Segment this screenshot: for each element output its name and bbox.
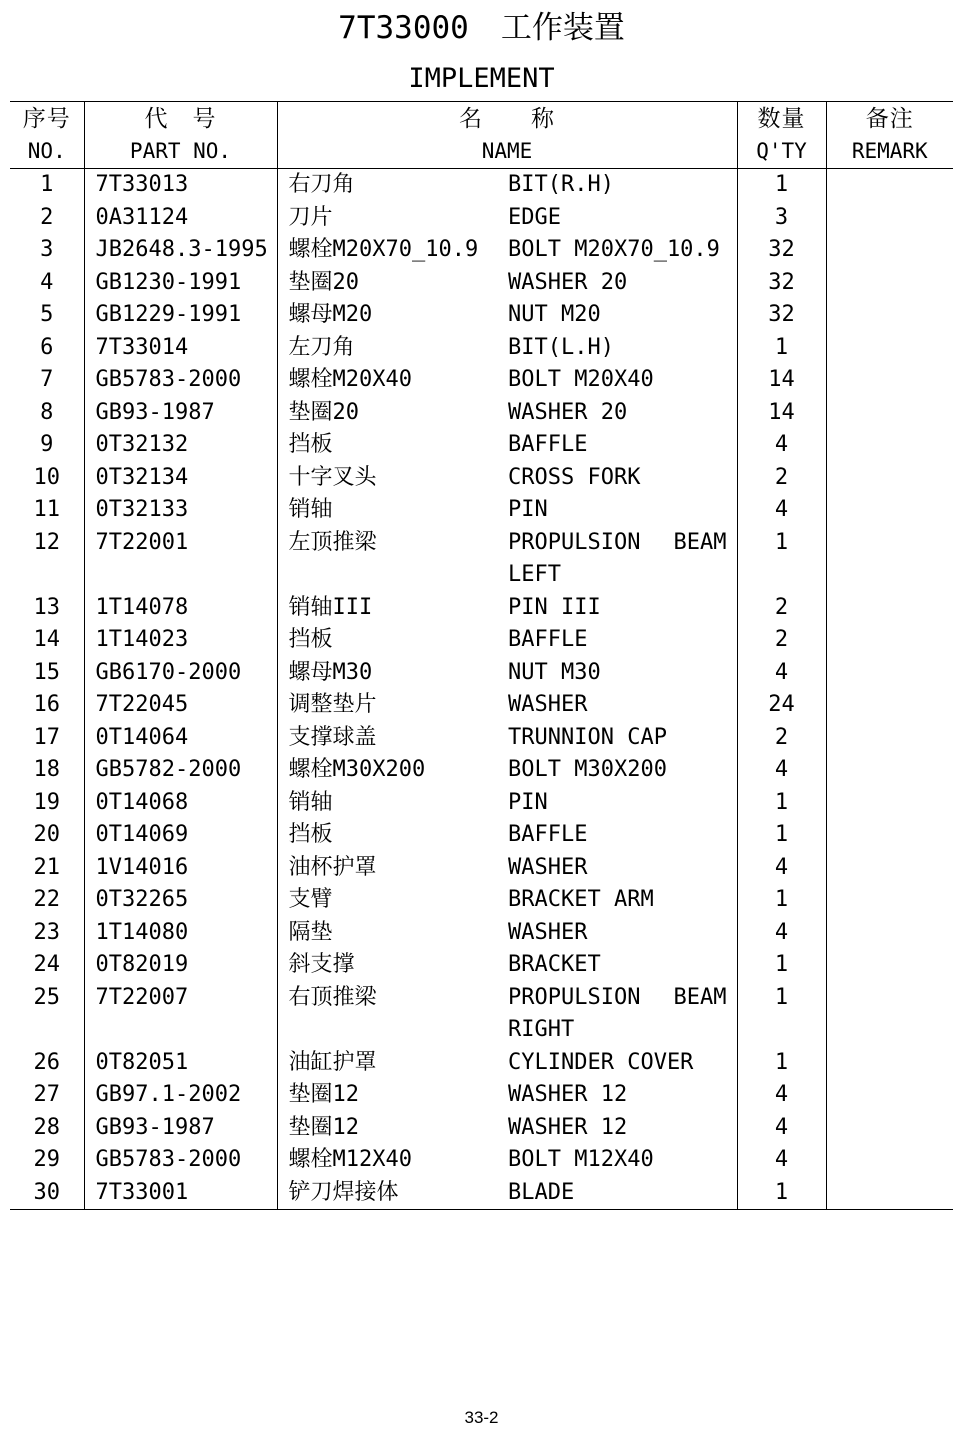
part-name-en: WASHER 20: [498, 267, 737, 300]
quantity: 14: [737, 397, 826, 430]
table-row: [10, 299, 953, 332]
row-number: 11: [10, 494, 84, 527]
row-number: 20: [10, 819, 84, 852]
table-row: [10, 592, 953, 625]
part-number: GB6170-2000: [84, 657, 277, 690]
remark: [826, 1177, 953, 1210]
part-name-en: BAFFLE: [498, 819, 737, 852]
part-number: 0T82019: [84, 949, 277, 982]
header-part-en: PART NO.: [129, 139, 232, 163]
row-number: 17: [10, 722, 84, 755]
quantity: 1: [737, 1047, 826, 1080]
header-qty: [737, 102, 826, 169]
row-number: 26: [10, 1047, 84, 1080]
part-name-en-word: BEAM: [673, 529, 727, 555]
part-name-zh: 支臂: [288, 887, 333, 912]
part-name-en-word: RIGHT: [508, 1017, 575, 1042]
document-title-english: IMPLEMENT: [408, 63, 555, 94]
table-row: [10, 1047, 953, 1080]
part-name-zh: 垫圈12: [288, 1082, 359, 1107]
part-number: 0T32265: [84, 884, 277, 917]
part-number: 0T32132: [84, 429, 277, 462]
part-number: 0T32133: [84, 494, 277, 527]
row-number: 15: [10, 657, 84, 690]
quantity: 4: [737, 754, 826, 787]
quantity: 2: [737, 624, 826, 657]
part-name-zh: 十字叉头: [288, 464, 377, 490]
part-name-zh: 垫圈20: [288, 399, 359, 425]
table-row: [10, 1112, 953, 1145]
part-number: 7T33001: [84, 1177, 277, 1210]
part-name-en: BOLT M30X200: [498, 754, 737, 787]
remark: [826, 202, 953, 235]
remark: [826, 267, 953, 300]
header-part-no: [84, 102, 277, 169]
quantity: 4: [737, 429, 826, 462]
part-name-en: BOLT M12X40: [498, 1144, 737, 1177]
part-number: GB5783-2000: [84, 364, 277, 397]
part-name-zh: 斜支撑: [288, 952, 355, 977]
part-name-en-word: PROPULSION: [508, 529, 641, 555]
remark: [826, 884, 953, 917]
quantity: 4: [737, 657, 826, 690]
row-number: 29: [10, 1144, 84, 1177]
table-row: [10, 267, 953, 300]
remark: [826, 299, 953, 332]
part-name-en: BIT(L.H): [498, 332, 737, 365]
part-name-en: BAFFLE: [498, 624, 737, 657]
quantity: 4: [737, 1144, 826, 1177]
part-name-zh: 螺栓M20X70_10.9: [288, 237, 479, 262]
header-part-zh: 代 号: [144, 106, 217, 132]
part-name-zh: 销轴: [288, 497, 333, 522]
table-row: [10, 689, 953, 722]
quantity: 1: [737, 787, 826, 820]
part-number: 7T33013: [84, 169, 277, 202]
remark: [826, 1047, 953, 1080]
part-name-en: CROSS FORK: [498, 462, 737, 495]
part-number: 1T14080: [84, 917, 277, 950]
table-row: [10, 364, 953, 397]
row-number: 27: [10, 1079, 84, 1112]
table-row: [10, 1079, 953, 1112]
part-name-en: [498, 982, 737, 1047]
header-no-en: NO.: [27, 139, 66, 163]
quantity: 1: [737, 949, 826, 982]
part-name-en: WASHER 12: [498, 1079, 737, 1112]
remark: [826, 949, 953, 982]
part-name-en: [498, 527, 737, 592]
quantity: 2: [737, 592, 826, 625]
part-name-en: WASHER: [498, 689, 737, 722]
quantity: 1: [737, 884, 826, 917]
row-number: 22: [10, 884, 84, 917]
part-name-zh: 挡板: [288, 432, 333, 457]
table-row: [10, 462, 953, 495]
quantity: 4: [737, 494, 826, 527]
quantity: 1: [737, 169, 826, 202]
part-number: 7T33014: [84, 332, 277, 365]
part-name-en-word: LEFT: [508, 562, 561, 587]
part-name-en-word: PROPULSION: [508, 984, 641, 1010]
part-number: 0T82051: [84, 1047, 277, 1080]
part-name-en: TRUNNION CAP: [498, 722, 737, 755]
part-number: GB97.1-2002: [84, 1079, 277, 1112]
row-number: 8: [10, 397, 84, 430]
table-row: [10, 624, 953, 657]
remark: [826, 722, 953, 755]
part-name-zh: 垫圈12: [288, 1114, 359, 1140]
part-name-en: CYLINDER COVER: [498, 1047, 737, 1080]
part-name-en: BRACKET ARM: [498, 884, 737, 917]
table-row: [10, 527, 953, 592]
quantity: 3: [737, 202, 826, 235]
quantity: 2: [737, 462, 826, 495]
header-remark-zh: 备注: [865, 106, 914, 132]
part-name-zh: 螺母M30: [288, 659, 373, 685]
table-row: [10, 884, 953, 917]
table-row: [10, 722, 953, 755]
remark: [826, 982, 953, 1047]
header-name-zh: 名 称: [459, 106, 555, 132]
part-name-zh: 螺栓M30X200: [288, 757, 426, 782]
remark: [826, 234, 953, 267]
row-number: 19: [10, 787, 84, 820]
part-name-en: BLADE: [498, 1177, 737, 1210]
part-number: 0A31124: [84, 202, 277, 235]
row-number: 1: [10, 169, 84, 202]
part-number: 1V14016: [84, 852, 277, 885]
part-name-en: WASHER: [498, 852, 737, 885]
part-name-en: BRACKET: [498, 949, 737, 982]
table-row: [10, 234, 953, 267]
remark: [826, 169, 953, 202]
part-name-en: BIT(R.H): [498, 169, 737, 202]
part-number: JB2648.3-1995: [84, 234, 277, 267]
part-name-zh: 螺栓M20X40: [288, 367, 412, 392]
quantity: 32: [737, 234, 826, 267]
header-qty-zh: 数量: [757, 106, 806, 132]
part-name-zh: 刀片: [288, 204, 333, 230]
part-name-zh: 油缸护罩: [288, 1049, 377, 1075]
row-number: 3: [10, 234, 84, 267]
part-name-zh: 挡板: [288, 627, 333, 652]
row-number: 28: [10, 1112, 84, 1145]
header-no: [10, 102, 84, 169]
table-row: [10, 657, 953, 690]
part-number: 0T32134: [84, 462, 277, 495]
assembly-name-zh: 工作装置: [500, 10, 625, 46]
quantity: 32: [737, 267, 826, 300]
header-no-zh: 序号: [22, 106, 71, 132]
part-number: 7T22045: [84, 689, 277, 722]
remark: [826, 657, 953, 690]
part-name-zh: 销轴III: [288, 594, 373, 620]
part-number: GB5783-2000: [84, 1144, 277, 1177]
table-row: [10, 429, 953, 462]
remark: [826, 592, 953, 625]
part-number: 7T22001: [84, 527, 277, 592]
table-row: [10, 949, 953, 982]
row-number: 9: [10, 429, 84, 462]
table-row: [10, 332, 953, 365]
table-row: [10, 1144, 953, 1177]
row-number: 13: [10, 592, 84, 625]
part-name-zh: 油杯护罩: [288, 854, 377, 880]
row-number: 24: [10, 949, 84, 982]
part-name-zh: 隔垫: [288, 919, 333, 945]
row-number: 23: [10, 917, 84, 950]
part-name-zh: 左刀角: [288, 334, 355, 360]
part-name-zh: 螺栓M12X40: [288, 1147, 412, 1172]
part-name-zh: 调整垫片: [288, 692, 377, 717]
quantity: 1: [737, 332, 826, 365]
row-number: 4: [10, 267, 84, 300]
part-number: 0T14064: [84, 722, 277, 755]
remark: [826, 494, 953, 527]
remark: [826, 787, 953, 820]
part-name-en: PIN III: [498, 592, 737, 625]
part-number: 1T14078: [84, 592, 277, 625]
quantity: 32: [737, 299, 826, 332]
quantity: 2: [737, 722, 826, 755]
table-row: [10, 819, 953, 852]
part-name-zh: 左顶推梁: [288, 529, 377, 555]
part-name-en: PIN: [498, 494, 737, 527]
row-number: 2: [10, 202, 84, 235]
part-name-en: BAFFLE: [498, 429, 737, 462]
part-number: GB5782-2000: [84, 754, 277, 787]
assembly-code: 7T33000: [338, 10, 469, 46]
part-name-en: WASHER: [498, 917, 737, 950]
remark: [826, 917, 953, 950]
part-name-en: WASHER 20: [498, 397, 737, 430]
part-name-en: NUT M30: [498, 657, 737, 690]
remark: [826, 819, 953, 852]
part-name-zh: 挡板: [288, 822, 333, 847]
row-number: 6: [10, 332, 84, 365]
quantity: 24: [737, 689, 826, 722]
quantity: 4: [737, 1112, 826, 1145]
part-name-en-word: BEAM: [673, 984, 727, 1010]
table-row: [10, 754, 953, 787]
table-row: [10, 787, 953, 820]
part-number: GB93-1987: [84, 1112, 277, 1145]
part-name-en: BOLT M20X40: [498, 364, 737, 397]
part-name-en: NUT M20: [498, 299, 737, 332]
row-number: 30: [10, 1177, 84, 1210]
quantity: 4: [737, 917, 826, 950]
remark: [826, 754, 953, 787]
quantity: 4: [737, 852, 826, 885]
table-row: [10, 982, 953, 1047]
part-name-en: BOLT M20X70_10.9: [498, 234, 737, 267]
row-number: 5: [10, 299, 84, 332]
remark: [826, 364, 953, 397]
part-name-zh: 右刀角: [288, 172, 355, 197]
quantity: 1: [737, 982, 826, 1047]
part-number: 0T14069: [84, 819, 277, 852]
quantity: 1: [737, 527, 826, 592]
remark: [826, 462, 953, 495]
table-row: [10, 917, 953, 950]
row-number: 14: [10, 624, 84, 657]
remark: [826, 429, 953, 462]
part-number: 7T22007: [84, 982, 277, 1047]
part-name-en: PIN: [498, 787, 737, 820]
part-number: 1T14023: [84, 624, 277, 657]
row-number: 12: [10, 527, 84, 592]
table-row: [10, 397, 953, 430]
quantity: 1: [737, 1177, 826, 1210]
part-name-zh: 螺母M20: [288, 302, 373, 327]
quantity: 14: [737, 364, 826, 397]
header-qty-en: Q'TY: [756, 139, 807, 163]
remark: [826, 1144, 953, 1177]
remark: [826, 689, 953, 722]
part-number: GB93-1987: [84, 397, 277, 430]
remark: [826, 527, 953, 592]
header-remark-en: REMARK: [851, 139, 928, 163]
row-number: 16: [10, 689, 84, 722]
header-name: [277, 102, 737, 169]
row-number: 10: [10, 462, 84, 495]
row-number: 18: [10, 754, 84, 787]
table-row: [10, 169, 953, 202]
part-name-zh: 铲刀焊接体: [288, 1179, 399, 1205]
remark: [826, 1112, 953, 1145]
table-row: [10, 852, 953, 885]
table-row: [10, 1177, 953, 1210]
row-number: 21: [10, 852, 84, 885]
row-number: 7: [10, 364, 84, 397]
page-number: 33-2: [464, 1408, 499, 1427]
row-number: 25: [10, 982, 84, 1047]
part-number: 0T14068: [84, 787, 277, 820]
remark: [826, 852, 953, 885]
remark: [826, 1079, 953, 1112]
table-row: [10, 494, 953, 527]
part-name-zh: 支撑球盖: [288, 724, 377, 750]
remark: [826, 332, 953, 365]
header-name-en: NAME: [481, 139, 533, 163]
quantity: 4: [737, 1079, 826, 1112]
remark: [826, 624, 953, 657]
part-number: GB1230-1991: [84, 267, 277, 300]
part-number: GB1229-1991: [84, 299, 277, 332]
part-name-zh: 销轴: [288, 789, 333, 815]
remark: [826, 397, 953, 430]
part-name-zh: 垫圈20: [288, 269, 359, 295]
table-body: [10, 169, 953, 1210]
part-name-en: EDGE: [498, 202, 737, 235]
part-name-en: WASHER 12: [498, 1112, 737, 1145]
table-row: [10, 202, 953, 235]
parts-table: [10, 101, 953, 1210]
part-name-zh: 右顶推梁: [288, 984, 377, 1010]
quantity: 1: [737, 819, 826, 852]
document-title-chinese: [0, 8, 963, 48]
header-remark: [826, 102, 953, 169]
table-header-row: [10, 102, 953, 169]
